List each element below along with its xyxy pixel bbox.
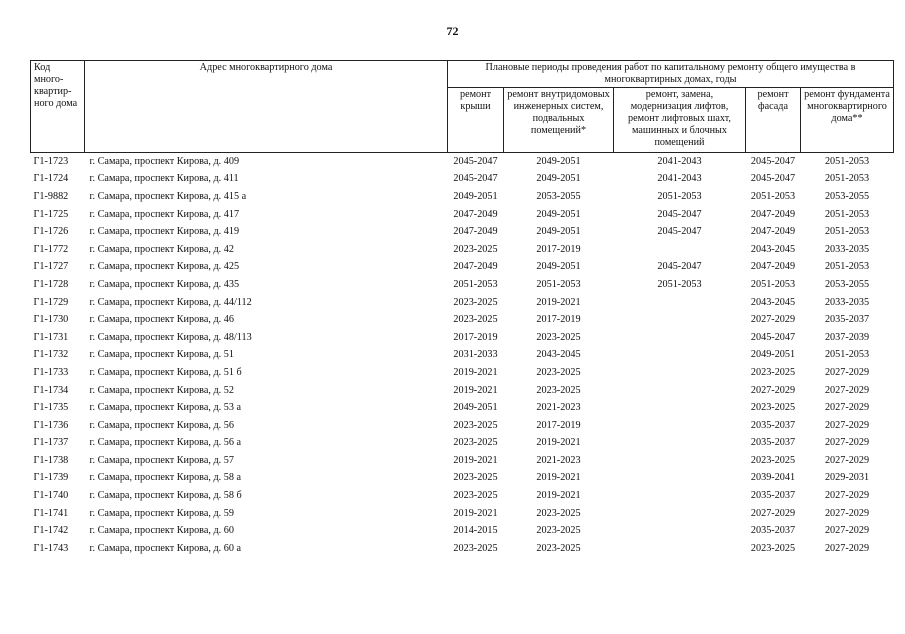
cell-code: Г1-1727 bbox=[33, 261, 69, 273]
cell-code: Г1-1772 bbox=[33, 243, 69, 255]
cell-address: г. Самара, проспект Кирова, д. 58 а bbox=[89, 472, 242, 484]
table-row bbox=[31, 435, 894, 453]
table-row bbox=[31, 329, 894, 347]
table-body bbox=[31, 153, 894, 558]
cell-foundation: 2029-2031 bbox=[824, 472, 870, 484]
cell-engineering: 2049-2051 bbox=[536, 155, 581, 167]
cell-foundation: 2033-2035 bbox=[824, 296, 870, 308]
cell-roof: 2049-2051 bbox=[453, 402, 498, 414]
header-facade: ремонт фасада bbox=[746, 88, 801, 153]
cell-foundation: 2027-2029 bbox=[824, 419, 870, 431]
cell-code: Г1-1732 bbox=[33, 349, 69, 361]
table-row bbox=[31, 487, 894, 505]
cell-engineering: 2019-2021 bbox=[536, 296, 581, 308]
cell-lifts bbox=[614, 329, 746, 347]
cell-roof: 2023-2025 bbox=[453, 296, 498, 308]
header-periods: Плановые периоды проведения работ по капитальному ремонту общего имущества в многоквартирных домах, годы bbox=[448, 61, 894, 88]
cell-address: г. Самара, проспект Кирова, д. 411 bbox=[89, 173, 239, 185]
cell-lifts bbox=[614, 399, 746, 417]
capital-repair-table bbox=[30, 60, 894, 558]
cell-code: Г1-1738 bbox=[33, 454, 69, 466]
cell-roof: 2017-2019 bbox=[453, 331, 498, 343]
cell-roof: 2019-2021 bbox=[453, 507, 498, 519]
cell-facade: 2051-2053 bbox=[750, 278, 796, 290]
table-row bbox=[31, 206, 894, 224]
header-foundation: ремонт фундамента многоквартирного дома** bbox=[801, 88, 894, 153]
cell-code: Г1-1739 bbox=[33, 472, 69, 484]
cell-code: Г1-1725 bbox=[33, 208, 69, 220]
cell-lifts bbox=[614, 470, 746, 488]
cell-address: г. Самара, проспект Кирова, д. 44/112 bbox=[89, 296, 252, 308]
cell-lifts bbox=[614, 522, 746, 540]
cell-roof: 2051-2053 bbox=[453, 278, 498, 290]
table-row bbox=[31, 364, 894, 382]
cell-engineering: 2023-2025 bbox=[536, 366, 581, 378]
cell-roof: 2023-2025 bbox=[453, 542, 498, 554]
cell-address: г. Самара, проспект Кирова, д. 46 bbox=[89, 314, 234, 326]
table-row bbox=[31, 522, 894, 540]
cell-code: Г1-1731 bbox=[33, 331, 69, 343]
cell-lifts bbox=[614, 347, 746, 365]
cell-facade: 2051-2053 bbox=[750, 190, 796, 202]
cell-lifts: 2051-2053 bbox=[657, 190, 702, 202]
cell-roof: 2019-2021 bbox=[453, 454, 498, 466]
table-header bbox=[31, 61, 894, 153]
cell-engineering: 2017-2019 bbox=[536, 314, 581, 326]
cell-address: г. Самара, проспект Кирова, д. 57 bbox=[89, 454, 234, 466]
cell-lifts bbox=[614, 505, 746, 523]
cell-engineering: 2049-2051 bbox=[536, 261, 581, 273]
cell-facade: 2023-2025 bbox=[750, 366, 796, 378]
table-row bbox=[31, 417, 894, 435]
cell-address: г. Самара, проспект Кирова, д. 56 bbox=[89, 419, 234, 431]
cell-facade: 2035-2037 bbox=[750, 490, 796, 502]
table-row bbox=[31, 259, 894, 277]
cell-facade: 2027-2029 bbox=[750, 507, 796, 519]
cell-roof: 2023-2025 bbox=[453, 490, 498, 502]
cell-roof: 2019-2021 bbox=[453, 384, 498, 396]
cell-engineering: 2049-2051 bbox=[536, 173, 581, 185]
table-row bbox=[31, 153, 894, 171]
cell-address: г. Самара, проспект Кирова, д. 409 bbox=[89, 155, 240, 167]
cell-code: Г1-1728 bbox=[33, 278, 69, 290]
cell-code: Г1-1729 bbox=[33, 296, 69, 308]
cell-facade: 2045-2047 bbox=[750, 331, 796, 343]
cell-facade: 2027-2029 bbox=[750, 384, 796, 396]
table-row bbox=[31, 452, 894, 470]
cell-address: г. Самара, проспект Кирова, д. 60 bbox=[89, 525, 234, 537]
cell-code: Г1-1741 bbox=[33, 507, 69, 519]
cell-engineering: 2019-2021 bbox=[536, 490, 581, 502]
cell-roof: 2023-2025 bbox=[453, 314, 498, 326]
cell-address: г. Самара, проспект Кирова, д. 435 bbox=[89, 278, 240, 290]
table-row bbox=[31, 188, 894, 206]
table-row bbox=[31, 399, 894, 417]
cell-address: г. Самара, проспект Кирова, д. 60 а bbox=[89, 542, 242, 554]
cell-code: Г1-1723 bbox=[33, 155, 69, 167]
table-row bbox=[31, 382, 894, 400]
cell-engineering: 2051-2053 bbox=[536, 278, 581, 290]
cell-lifts: 2041-2043 bbox=[657, 173, 702, 185]
cell-address: г. Самара, проспект Кирова, д. 417 bbox=[89, 208, 240, 220]
cell-lifts bbox=[614, 452, 746, 470]
cell-facade: 2035-2037 bbox=[750, 437, 796, 449]
cell-roof: 2047-2049 bbox=[453, 226, 498, 238]
cell-roof: 2031-2033 bbox=[453, 349, 498, 361]
cell-address: г. Самара, проспект Кирова, д. 48/113 bbox=[89, 331, 252, 343]
cell-foundation: 2027-2029 bbox=[824, 507, 870, 519]
cell-foundation: 2027-2029 bbox=[824, 384, 870, 396]
cell-lifts bbox=[614, 487, 746, 505]
cell-foundation: 2051-2053 bbox=[824, 208, 870, 220]
cell-code: Г1-1740 bbox=[33, 490, 69, 502]
table-row bbox=[31, 294, 894, 312]
cell-address: г. Самара, проспект Кирова, д. 415 а bbox=[89, 190, 247, 202]
cell-engineering: 2023-2025 bbox=[536, 507, 581, 519]
cell-engineering: 2023-2025 bbox=[536, 542, 581, 554]
cell-foundation: 2027-2029 bbox=[824, 454, 870, 466]
cell-engineering: 2023-2025 bbox=[536, 525, 581, 537]
cell-code: Г1-1733 bbox=[33, 366, 69, 378]
cell-address: г. Самара, проспект Кирова, д. 51 bbox=[89, 349, 234, 361]
cell-foundation: 2035-2037 bbox=[824, 314, 870, 326]
cell-engineering: 2023-2025 bbox=[536, 331, 581, 343]
cell-lifts bbox=[614, 417, 746, 435]
cell-roof: 2047-2049 bbox=[453, 261, 498, 273]
cell-foundation: 2051-2053 bbox=[824, 173, 870, 185]
cell-foundation: 2027-2029 bbox=[824, 490, 870, 502]
cell-code: Г1-1736 bbox=[33, 419, 69, 431]
cell-facade: 2043-2045 bbox=[750, 243, 796, 255]
cell-roof: 2023-2025 bbox=[453, 419, 498, 431]
cell-foundation: 2051-2053 bbox=[824, 226, 870, 238]
cell-lifts bbox=[614, 435, 746, 453]
cell-address: г. Самара, проспект Кирова, д. 51 б bbox=[89, 366, 242, 378]
cell-engineering: 2023-2025 bbox=[536, 384, 581, 396]
cell-roof: 2023-2025 bbox=[453, 472, 498, 484]
cell-code: Г1-1735 bbox=[33, 402, 69, 414]
cell-engineering: 2017-2019 bbox=[536, 419, 581, 431]
cell-foundation: 2027-2029 bbox=[824, 542, 870, 554]
table-row bbox=[31, 241, 894, 259]
header-lifts: ремонт, замена, модернизация лифтов, ремонт лифтовых шахт, машинных и блочных помещений bbox=[614, 88, 746, 153]
cell-roof: 2045-2047 bbox=[453, 173, 498, 185]
cell-facade: 2045-2047 bbox=[750, 155, 796, 167]
cell-roof: 2019-2021 bbox=[453, 366, 498, 378]
cell-code: Г1-1730 bbox=[33, 314, 69, 326]
cell-engineering: 2019-2021 bbox=[536, 437, 581, 449]
cell-lifts: 2051-2053 bbox=[657, 278, 702, 290]
cell-engineering: 2049-2051 bbox=[536, 226, 581, 238]
table-row bbox=[31, 311, 894, 329]
cell-lifts: 2045-2047 bbox=[657, 208, 702, 220]
cell-address: г. Самара, проспект Кирова, д. 58 б bbox=[89, 490, 242, 502]
header-roof: ремонт крыши bbox=[448, 88, 504, 153]
cell-foundation: 2033-2035 bbox=[824, 243, 870, 255]
header-engineering: ремонт внутридомовых инженерных систем, подвальных помещений* bbox=[504, 88, 614, 153]
cell-address: г. Самара, проспект Кирова, д. 42 bbox=[89, 243, 234, 255]
cell-address: г. Самара, проспект Кирова, д. 59 bbox=[89, 507, 234, 519]
cell-address: г. Самара, проспект Кирова, д. 53 а bbox=[89, 402, 242, 414]
cell-foundation: 2053-2055 bbox=[824, 190, 870, 202]
cell-foundation: 2051-2053 bbox=[824, 349, 870, 361]
cell-engineering: 2053-2055 bbox=[536, 190, 581, 202]
cell-lifts bbox=[614, 311, 746, 329]
cell-roof: 2047-2049 bbox=[453, 208, 498, 220]
cell-address: г. Самара, проспект Кирова, д. 56 а bbox=[89, 437, 242, 449]
cell-foundation: 2053-2055 bbox=[824, 278, 870, 290]
cell-code: Г1-1737 bbox=[33, 437, 69, 449]
cell-facade: 2047-2049 bbox=[750, 226, 796, 238]
cell-foundation: 2051-2053 bbox=[824, 261, 870, 273]
cell-code: Г1-9882 bbox=[33, 190, 69, 202]
cell-roof: 2049-2051 bbox=[453, 190, 498, 202]
cell-facade: 2035-2037 bbox=[750, 419, 796, 431]
cell-foundation: 2027-2029 bbox=[824, 366, 870, 378]
cell-engineering: 2049-2051 bbox=[536, 208, 581, 220]
cell-address: г. Самара, проспект Кирова, д. 52 bbox=[89, 384, 234, 396]
cell-address: г. Самара, проспект Кирова, д. 425 bbox=[89, 261, 240, 273]
cell-facade: 2047-2049 bbox=[750, 261, 796, 273]
cell-roof: 2014-2015 bbox=[453, 525, 498, 537]
cell-facade: 2023-2025 bbox=[750, 402, 796, 414]
table-row bbox=[31, 347, 894, 365]
cell-engineering: 2017-2019 bbox=[536, 243, 581, 255]
cell-roof: 2023-2025 bbox=[453, 243, 498, 255]
cell-lifts bbox=[614, 364, 746, 382]
cell-engineering: 2043-2045 bbox=[536, 349, 581, 361]
cell-roof: 2023-2025 bbox=[453, 437, 498, 449]
cell-lifts bbox=[614, 540, 746, 558]
header-code: Код много-квартир-ного дома bbox=[31, 61, 85, 153]
page-number: 72 bbox=[446, 24, 459, 38]
cell-facade: 2049-2051 bbox=[750, 349, 796, 361]
table-row bbox=[31, 540, 894, 558]
cell-code: Г1-1724 bbox=[33, 173, 69, 185]
cell-foundation: 2037-2039 bbox=[824, 331, 870, 343]
cell-foundation: 2027-2029 bbox=[824, 525, 870, 537]
cell-code: Г1-1726 bbox=[33, 226, 69, 238]
cell-facade: 2045-2047 bbox=[750, 173, 796, 185]
cell-facade: 2039-2041 bbox=[750, 472, 796, 484]
cell-facade: 2047-2049 bbox=[750, 208, 796, 220]
cell-facade: 2023-2025 bbox=[750, 454, 796, 466]
cell-facade: 2023-2025 bbox=[750, 542, 796, 554]
header-address: Адрес многоквартирного дома bbox=[85, 61, 448, 153]
cell-lifts: 2045-2047 bbox=[657, 226, 702, 238]
cell-lifts: 2045-2047 bbox=[657, 261, 702, 273]
cell-foundation: 2027-2029 bbox=[824, 437, 870, 449]
cell-lifts: 2041-2043 bbox=[657, 155, 702, 167]
cell-code: Г1-1743 bbox=[33, 542, 69, 554]
cell-address: г. Самара, проспект Кирова, д. 419 bbox=[89, 226, 240, 238]
cell-foundation: 2027-2029 bbox=[824, 402, 870, 414]
table-row bbox=[31, 505, 894, 523]
table-row bbox=[31, 276, 894, 294]
cell-foundation: 2051-2053 bbox=[824, 155, 870, 167]
cell-code: Г1-1742 bbox=[33, 525, 69, 537]
cell-roof: 2045-2047 bbox=[453, 155, 498, 167]
cell-facade: 2043-2045 bbox=[750, 296, 796, 308]
cell-engineering: 2019-2021 bbox=[536, 472, 581, 484]
cell-engineering: 2021-2023 bbox=[536, 454, 581, 466]
table-row bbox=[31, 171, 894, 189]
cell-lifts bbox=[614, 294, 746, 312]
cell-facade: 2027-2029 bbox=[750, 314, 796, 326]
table-row bbox=[31, 223, 894, 241]
cell-lifts bbox=[614, 382, 746, 400]
cell-facade: 2035-2037 bbox=[750, 525, 796, 537]
cell-engineering: 2021-2023 bbox=[536, 402, 581, 414]
cell-lifts bbox=[614, 241, 746, 259]
cell-code: Г1-1734 bbox=[33, 384, 69, 396]
table-row bbox=[31, 470, 894, 488]
